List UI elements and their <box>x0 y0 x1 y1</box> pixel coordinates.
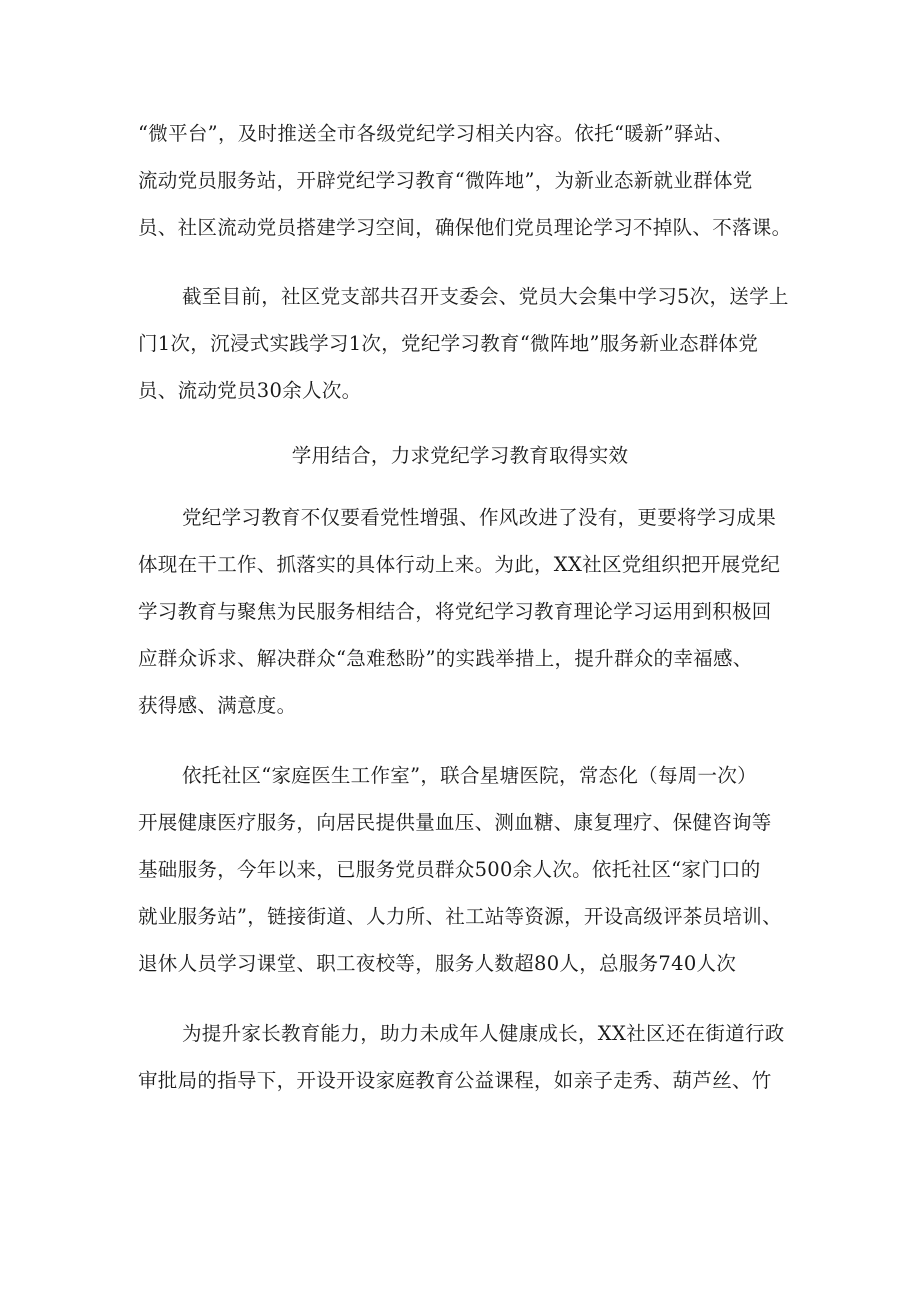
paragraph-4-line-3: 基础服务，今年以来，已服务党员群众500余人次。依托社区“家门口的 <box>138 858 761 881</box>
paragraph-5-line-1: 为提升家长教育能力，助力未成年人健康成长，XX社区还在街道行政 <box>182 1022 785 1045</box>
paragraph-3-line-1: 党纪学习教育不仅要看党性增强、作风改进了没有，更要将学习成果 <box>182 506 777 529</box>
paragraph-2-line-2: 门1次，沉浸式实践学习1次，党纪学习教育“微阵地”服务新业态群体党 <box>138 332 759 355</box>
paragraph-1-line-3: 员、社区流动党员搭建学习空间，确保他们党员理论学习不掉队、不落课。 <box>138 216 792 239</box>
paragraph-1-line-1: “微平台”，及时推送全市各级党纪学习相关内容。依托“暖新”驿站、 <box>138 122 734 145</box>
paragraph-4-line-4: 就业服务站”，链接街道、人力所、社工站等资源，开设高级评茶员培训、 <box>138 905 782 928</box>
paragraph-4-line-5: 退休人员学习课堂、职工夜校等，服务人数超80人，总服务740人次 <box>138 952 737 975</box>
paragraph-5-line-2: 审批局的指导下，开设开设家庭教育公益课程，如亲子走秀、葫芦丝、竹 <box>138 1069 772 1092</box>
paragraph-3-line-5: 获得感、满意度。 <box>138 694 297 717</box>
paragraph-2-line-3: 员、流动党员30余人次。 <box>138 379 362 402</box>
paragraph-1-line-2: 流动党员服务站，开辟党纪学习教育“微阵地”，为新业态新就业群体党 <box>138 169 753 192</box>
paragraph-3-line-2: 体现在干工作、抓落实的具体行动上来。为此，XX社区党组织把开展党纪 <box>138 553 781 576</box>
section-heading: 学用结合，力求党纪学习教育取得实效 <box>291 444 629 467</box>
paragraph-4-line-1: 依托社区“家庭医生工作室”，联合星塘医院，常态化（每周一次） <box>182 764 757 787</box>
paragraph-3-line-3: 学习教育与聚焦为民服务相结合，将党纪学习教育理论学习运用到积极回 <box>138 600 772 623</box>
paragraph-4-line-2: 开展健康医疗服务，向居民提供量血压、测血糖、康复理疗、保健咨询等 <box>138 811 772 834</box>
paragraph-3-line-4: 应群众诉求、解决群众“急难愁盼”的实践举措上，提升群众的幸福感、 <box>138 647 753 670</box>
paragraph-2-line-1: 截至目前，社区党支部共召开支委会、党员大会集中学习5次，送学上 <box>182 285 789 308</box>
